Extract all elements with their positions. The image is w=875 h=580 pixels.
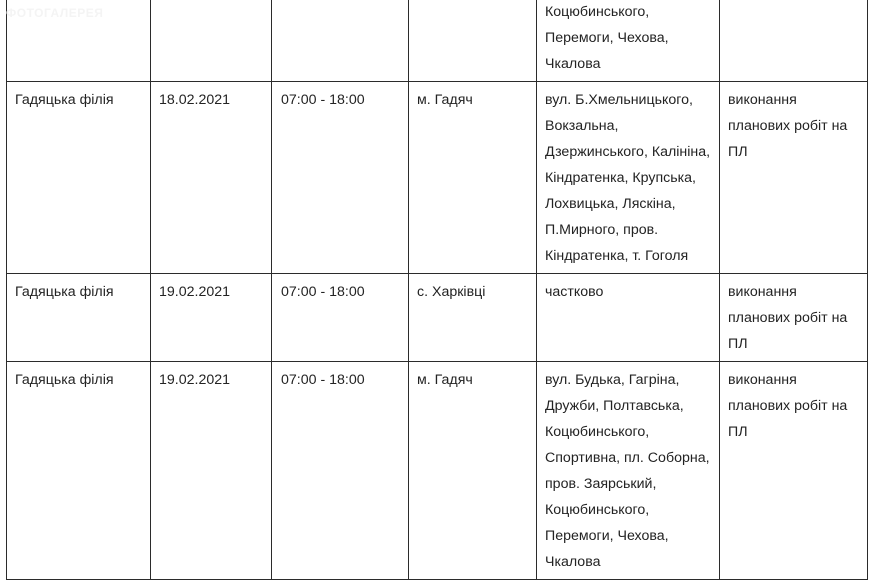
gallery-overlay-label[interactable]: ФОТОГАЛЕРЕЯ — [6, 6, 104, 20]
reason-cell — [720, 0, 868, 82]
time-cell: 07:00 - 18:00 — [272, 274, 409, 362]
time-cell — [272, 0, 409, 82]
streets-cell: вул. Будька, Гагріна, Дружби, Полтавська, Коцюбинського, Спортивна, пл. Соборна, пров. Заярський, Коцюбинського, Перемоги, Чехова, Чкалова — [537, 362, 720, 580]
time-cell: 07:00 - 18:00 — [272, 82, 409, 274]
locality-cell: с. Харківці — [409, 274, 537, 362]
locality-cell: м. Гадяч — [409, 82, 537, 274]
streets-cell: частково — [537, 274, 720, 362]
locality-cell — [409, 0, 537, 82]
outage-schedule-table — [6, 0, 868, 580]
branch-cell: Гадяцька філія — [7, 82, 151, 274]
streets-cell: вул. Б.Хмельницького, Вокзальна, Дзержинського, Калініна, Кіндратенка, Крупська, Лохвицька, Ляскіна, П.Мирного, пров. Кіндратенка, т. Гоголя — [537, 82, 720, 274]
date-cell — [151, 0, 272, 82]
branch-cell: Гадяцька філія — [7, 274, 151, 362]
table-row — [7, 362, 868, 580]
date-cell: 19.02.2021 — [151, 362, 272, 580]
reason-cell: виконання планових робіт на ПЛ — [720, 274, 868, 362]
branch-cell: Гадяцька філія — [7, 362, 151, 580]
table-row — [7, 0, 868, 82]
date-cell: 18.02.2021 — [151, 82, 272, 274]
reason-cell: виконання планових робіт на ПЛ — [720, 362, 868, 580]
table-row — [7, 82, 868, 274]
time-cell: 07:00 - 18:00 — [272, 362, 409, 580]
locality-cell: м. Гадяч — [409, 362, 537, 580]
date-cell: 19.02.2021 — [151, 274, 272, 362]
table-row — [7, 274, 868, 362]
streets-cell: Коцюбинського, Перемоги, Чехова, Чкалова — [537, 0, 720, 82]
reason-cell: виконання планових робіт на ПЛ — [720, 82, 868, 274]
